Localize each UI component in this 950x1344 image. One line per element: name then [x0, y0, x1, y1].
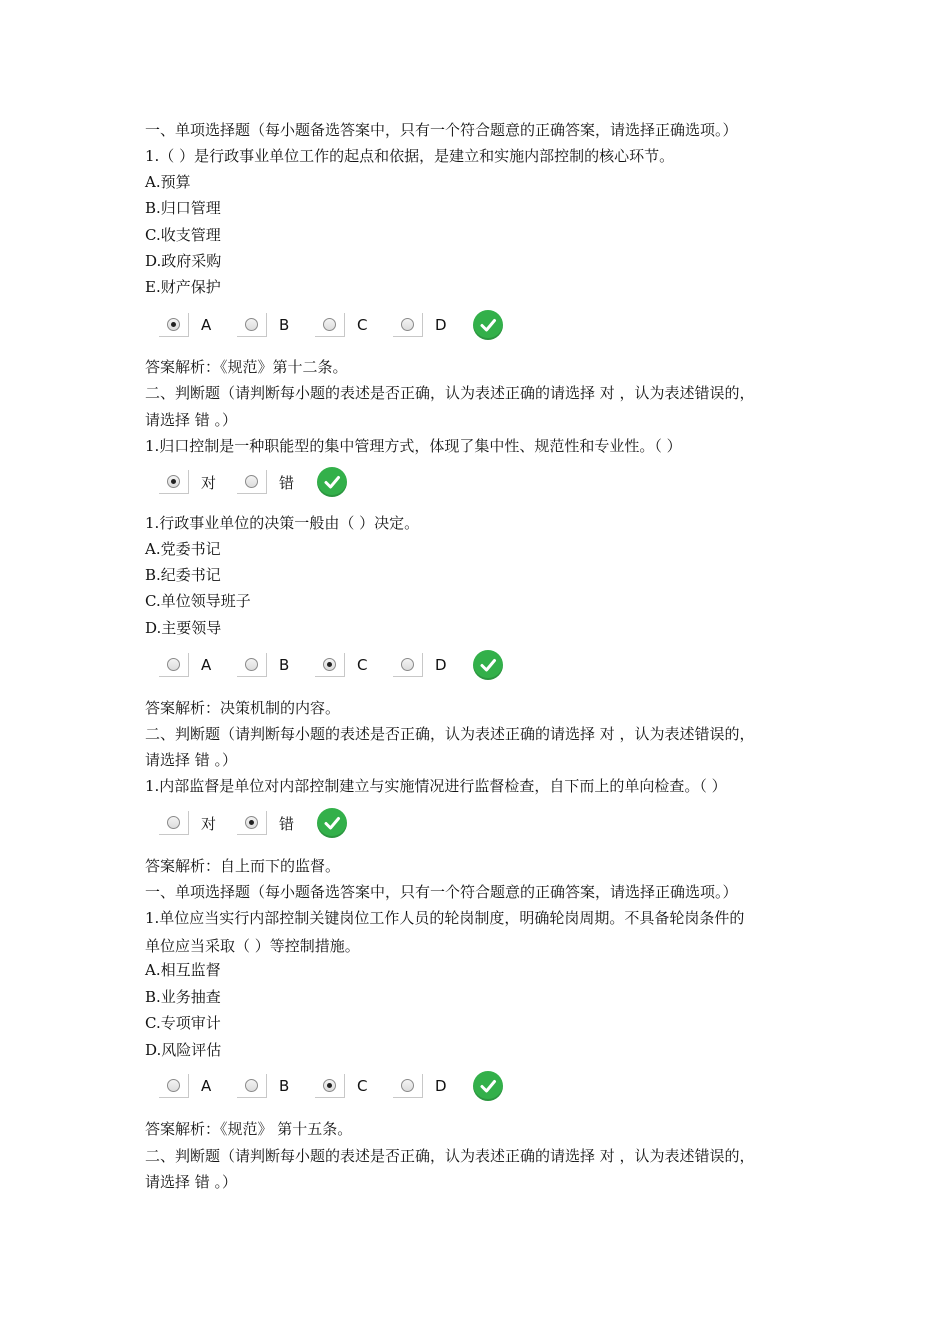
text-line: A.相互监督	[145, 961, 221, 979]
text-line: 1.单位应当实行内部控制关键岗位工作人员的轮岗制度，明确轮岗周期。不具备轮岗条件的	[145, 909, 745, 927]
answer-option[interactable]	[315, 1074, 377, 1098]
text-line: C.单位领导班子	[145, 592, 251, 610]
answer-options-row	[159, 1072, 503, 1100]
check-circle-icon	[473, 310, 503, 340]
text-line: B.纪委书记	[145, 566, 221, 584]
option-label: B	[279, 656, 290, 674]
answer-option[interactable]	[237, 470, 299, 494]
answer-option[interactable]	[159, 1074, 221, 1098]
answer-option[interactable]	[315, 313, 377, 337]
radio-box	[393, 313, 423, 337]
option-label: 错	[279, 814, 295, 833]
check-circle-icon	[317, 467, 347, 497]
answer-option[interactable]	[159, 811, 221, 835]
radio-selected[interactable]	[323, 1079, 336, 1092]
answer-option[interactable]	[393, 1074, 455, 1098]
text-line: D.风险评估	[145, 1041, 222, 1059]
radio-unselected[interactable]	[167, 1079, 180, 1092]
check-circle-icon	[317, 808, 347, 838]
option-label: B	[279, 1077, 290, 1095]
option-label: 对	[201, 473, 217, 492]
text-line: D.政府采购	[145, 252, 222, 270]
radio-box	[237, 653, 267, 677]
answer-option[interactable]	[393, 653, 455, 677]
option-label: C	[357, 316, 368, 334]
text-line: B.业务抽查	[145, 988, 221, 1006]
option-label: A	[201, 656, 212, 674]
answer-options-row	[159, 651, 503, 679]
text-line: C.收支管理	[145, 226, 221, 244]
text-line: 1.（ ）是行政事业单位工作的起点和依据，是建立和实施内部控制的核心环节。	[145, 147, 675, 165]
radio-unselected[interactable]	[245, 658, 258, 671]
text-line: D.主要领导	[145, 619, 222, 637]
text-line: 答案解析：自上而下的监督。	[145, 857, 341, 875]
answer-option[interactable]	[159, 470, 221, 494]
text-line: 1.行政事业单位的决策一般由（ ）决定。	[145, 514, 420, 532]
radio-box	[315, 653, 345, 677]
radio-selected[interactable]	[323, 658, 336, 671]
text-line: 二、判断题（请判断每小题的表述是否正确，认为表述正确的请选择 对 ，认为表述错误的，	[145, 384, 755, 402]
check-circle-icon	[473, 1071, 503, 1101]
option-label: 错	[279, 473, 295, 492]
radio-unselected[interactable]	[245, 1079, 258, 1092]
text-line: 答案解析：《规范》 第十五条。	[145, 1120, 353, 1138]
radio-box	[237, 470, 267, 494]
radio-box	[159, 811, 189, 835]
check-circle-icon	[473, 650, 503, 680]
option-label: A	[201, 316, 212, 334]
text-line: 请选择 错 。）	[145, 751, 238, 769]
radio-box	[159, 1074, 189, 1098]
answer-option[interactable]	[159, 653, 221, 677]
option-label: D	[435, 316, 447, 334]
option-label: D	[435, 1077, 447, 1095]
radio-box	[315, 1074, 345, 1098]
radio-unselected[interactable]	[401, 658, 414, 671]
text-line: 请选择 错 。）	[145, 1173, 238, 1191]
text-line: C.专项审计	[145, 1014, 221, 1032]
text-line: 一、单项选择题（每小题备选答案中，只有一个符合题意的正确答案，请选择正确选项。）	[145, 883, 738, 901]
text-line: 答案解析：决策机制的内容。	[145, 699, 341, 717]
option-label: D	[435, 656, 447, 674]
option-label: C	[357, 656, 368, 674]
answer-option[interactable]	[237, 653, 299, 677]
text-line: 一、单项选择题（每小题备选答案中，只有一个符合题意的正确答案，请选择正确选项。）	[145, 121, 738, 139]
radio-selected[interactable]	[167, 318, 180, 331]
radio-box	[393, 1074, 423, 1098]
text-line: 请选择 错 。）	[145, 411, 238, 429]
text-line: E.财产保护	[145, 278, 221, 296]
option-label: C	[357, 1077, 368, 1095]
answer-option[interactable]	[237, 811, 299, 835]
radio-box	[159, 313, 189, 337]
option-label: A	[201, 1077, 212, 1095]
radio-box	[237, 313, 267, 337]
radio-unselected[interactable]	[323, 318, 336, 331]
answer-option[interactable]	[237, 1074, 299, 1098]
radio-unselected[interactable]	[401, 1079, 414, 1092]
answer-options-row	[159, 311, 503, 339]
answer-options-row	[159, 468, 347, 496]
radio-box	[237, 811, 267, 835]
text-line: 1.内部监督是单位对内部控制建立与实施情况进行监督检查，自下而上的单向检查。（ ）	[145, 777, 727, 795]
radio-selected[interactable]	[167, 475, 180, 488]
text-line: A.预算	[145, 173, 191, 191]
answer-option[interactable]	[393, 313, 455, 337]
radio-box	[237, 1074, 267, 1098]
radio-unselected[interactable]	[401, 318, 414, 331]
text-line: 单位应当采取（ ）等控制措施。	[145, 937, 360, 955]
radio-unselected[interactable]	[167, 816, 180, 829]
radio-box	[393, 653, 423, 677]
radio-unselected[interactable]	[245, 318, 258, 331]
text-line: 答案解析：《规范》第十二条。	[145, 358, 348, 376]
radio-box	[159, 470, 189, 494]
radio-box	[315, 313, 345, 337]
text-line: 二、判断题（请判断每小题的表述是否正确，认为表述正确的请选择 对 ，认为表述错误的，	[145, 725, 755, 743]
answer-option[interactable]	[237, 313, 299, 337]
radio-box	[159, 653, 189, 677]
radio-unselected[interactable]	[167, 658, 180, 671]
answer-option[interactable]	[159, 313, 221, 337]
radio-unselected[interactable]	[245, 475, 258, 488]
radio-selected[interactable]	[245, 816, 258, 829]
text-line: B.归口管理	[145, 199, 221, 217]
text-line: 1.归口控制是一种职能型的集中管理方式，体现了集中性、规范性和专业性。（ ）	[145, 437, 682, 455]
option-label: 对	[201, 814, 217, 833]
option-label: B	[279, 316, 290, 334]
text-line: A.党委书记	[145, 540, 221, 558]
answer-option[interactable]	[315, 653, 377, 677]
text-line: 二、判断题（请判断每小题的表述是否正确，认为表述正确的请选择 对 ，认为表述错误的，	[145, 1147, 755, 1165]
answer-options-row	[159, 809, 347, 837]
